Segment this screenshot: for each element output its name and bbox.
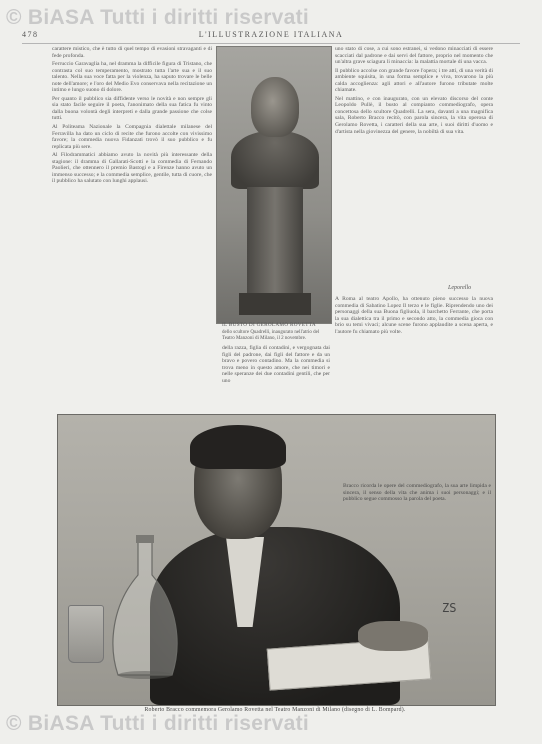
right-paragraph: Nel mattino, e con inaugurato, con un elevato discorso del conte Leopoldo Pullè, il busto al compianto commediografo, opera concettosa dello scultore Quadrelli. La sera, davanti a una magnifica sala, Roberto Bracco recitò, con parola sincera, la vita operosa di Gerolamo Rovetta, i caratteri della sua arte, i suoi diritti d'uomo e d'artista nella giovinezza del genere, la nobiltà di sua vita. — [335, 95, 493, 135]
bust-pedestal-base — [239, 293, 311, 315]
bust-subcaption: dello scultore Quadrelli, inaugurato nell'atrio del Teatro Manzoni di Milano, il 2 novembre. — [222, 330, 320, 341]
page-header — [22, 30, 520, 42]
left-paragraph: carattere mistico, che è tutto di quel tempo di evasioni stravaganti e di fede profonda. — [52, 46, 212, 59]
left-paragraph: Ferruccio Garavaglia ha, nel dramma la difficile figura di Tristano, che contrasta col suo temperamento, mostrato tutta l'arte sua e il suo talento. Nella sua voce fatta per la violenza, ha saputo trovare le belle note dell'amore; e l'oro del Medio Evo conservava nella recitazione un intimo e lungo suono di dolore. — [52, 61, 212, 94]
bust-photo — [216, 46, 332, 324]
watermark-bottom: © BiASA Tutti i diritti riservati — [6, 712, 310, 735]
figure-hair — [190, 425, 286, 469]
middle-paragraph: della razza, figlia di contadini, e vergognata dai figli del padrone, dai figli del fattore e da un bravo e povero contadino. Ma la commedia si trova meno in questo amore, che nei timori e nelle speranze dei due contadini gentili, che per uno — [222, 345, 330, 384]
right-lower-paragraph: A Roma al teatro Apollo, ha ottenuto pieno successo la nuova commedia di Sabatino Lopez Il terzo e le figlie. Riprendendo uno dei personaggi della sua Buona figliuola, il barchetto Ferrante, che porta la sua dialettica tra il primo e secondo atto, la commedia gioca con brio su temi vivaci; alcune scene furono applaudite a scena aperta, e l'autore fu chiamato più volte. — [335, 296, 493, 335]
right-paragraph: Il pubblico accolse con grande favore l'opera; i tre atti, di una verità di ambiente squisita, in una forma semplice e viva, trovarono la più calda accoglienza: agli attori e all'autore furono tributate molte chiamate. — [335, 67, 493, 94]
header-rule — [22, 43, 520, 44]
article-signature: Leporello — [448, 285, 472, 291]
artist-monogram: ZS — [442, 601, 457, 615]
decanter-icon — [108, 535, 182, 695]
right-column-lower — [335, 296, 493, 414]
illustration-caption: Roberto Bracco commemora Gerolamo Rovetta nel Teatro Manzoni di Milano (disegno di L. Bompard). — [144, 707, 406, 713]
right-paragraph: uno stato di cose, a cui sono estranei, si vedono minacciati di essere scacciati dal padrone e dai servi del fattore, proprio nel momento che un'altra grave sciagura li minaccia: la malattia mortale di una vacca. — [335, 46, 493, 66]
middle-column — [222, 345, 330, 411]
left-column — [52, 46, 212, 410]
bust-caption: IL BUSTO DI GEROLAMO ROVETTA — [222, 322, 316, 328]
glass-icon — [68, 605, 104, 663]
left-paragraph: Al Filodrammatici abbiamo avuto la novità più interessante della stagione: il dramma di Gallarati-Scotti e la commedia di Fernando Paolieri, che ottennero il premio Bastogi e a Firenze hanno avuto un immenso successo; e la commedia semplice, gentile, tutta di cuore, che il pubblico ha salutato con lunghi applausi. — [52, 152, 212, 185]
bust-head — [251, 77, 299, 137]
right-column — [335, 46, 493, 292]
left-paragraph: Al Politeama Nazionale la Compagnia dialettale milanese del Ferravilla ha dato un ciclo di recite che furono accolte con vivissimo favore; la commedia nuova Fidanzati trovò il suo pubblico e fu replicata più sere. — [52, 124, 212, 150]
illustration-inset-text: Bracco ricorda le opere del commediografo, la sua arte limpida e sincera, il senso della vita che anima i suoi personaggi; e il pubblico segue commosso la parola del poeta. — [343, 483, 491, 502]
page-number: 478 — [22, 30, 39, 39]
bust-pedestal — [247, 187, 303, 297]
figure-hand — [358, 621, 428, 651]
left-paragraph: Per quanto il pubblico sia diffidente verso le novità e non sempre gli sia stato facile seguire il poeta, l'anonimato della sua fatica fu vinto dalla buona volontà degli interpreti e dalla grande passione che colse tutti. — [52, 95, 212, 122]
watermark-top: © BiASA Tutti i diritti riservati — [6, 6, 310, 29]
publication-title: L'ILLUSTRAZIONE ITALIANA — [198, 30, 344, 39]
illustration-bracco — [57, 414, 496, 706]
bust-shoulders — [231, 131, 319, 189]
